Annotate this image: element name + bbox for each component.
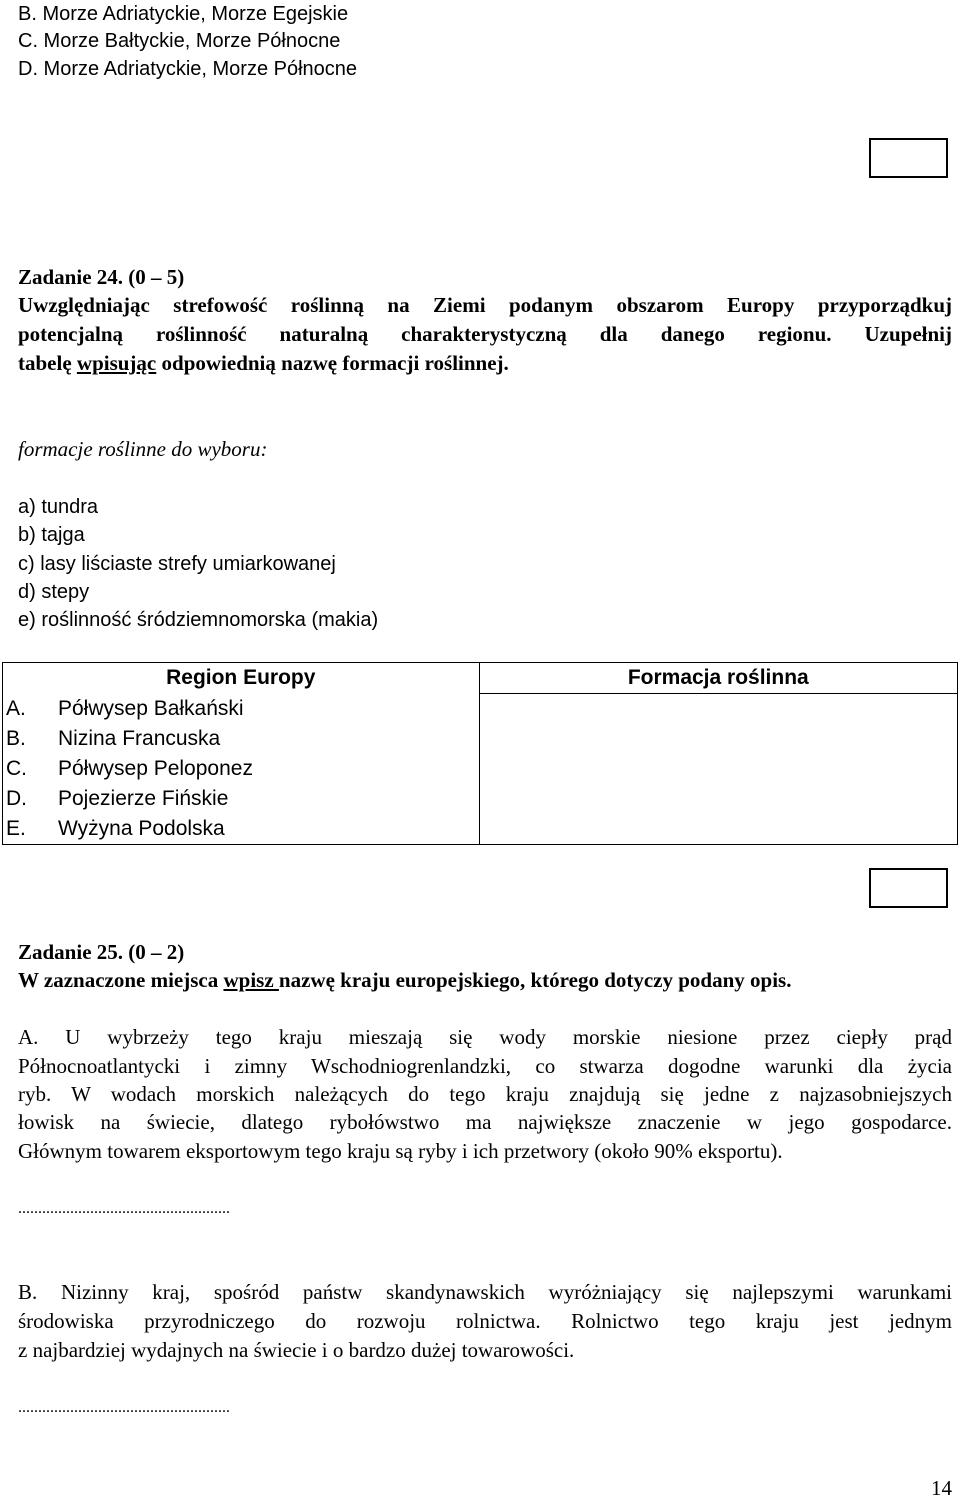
- option-makia: e) roślinność śródziemnomorska (makia): [18, 609, 379, 631]
- task25-b-line-2: środowiska przyrodniczego do rozwoju rolnictwa. Rolnictwo tego kraju jest jednym: [18, 1309, 952, 1333]
- region-table: [2, 662, 958, 845]
- formation-header: Formacja roślinna: [479, 663, 957, 694]
- task24-instruction-1: Uwzględniając strefowość roślinną na Ziemi podanym obszarom Europy przyporządkuj: [18, 293, 952, 317]
- page-number: 14: [931, 1476, 952, 1500]
- row-region: Wyżyna Podolska: [58, 816, 225, 840]
- task25-a-line-1: A. U wybrzeży tego kraju mieszają się wody morskie niesione przez ciepły prąd: [18, 1025, 952, 1049]
- row-letter: D.: [6, 786, 27, 810]
- option-c: C. Morze Bałtyckie, Morze Północne: [18, 30, 341, 52]
- option-tundra: a) tundra: [18, 496, 99, 518]
- row-letter: E.: [6, 816, 26, 840]
- row-region: Półwysep Bałkański: [58, 696, 244, 720]
- option-stepy: d) stepy: [18, 581, 90, 603]
- task25-a-line-4: łowisk na świecie, dlatego rybołówstwo ma największe znaczenie w jego gospodarce.: [18, 1110, 952, 1134]
- task25-b-line-3: z najbardziej wydajnych na świecie i o bardzo dużej towarowości.: [18, 1338, 575, 1362]
- task25-heading: Zadanie 25. (0 – 2): [18, 940, 185, 964]
- option-b: B. Morze Adriatyckie, Morze Egejskie: [18, 3, 349, 25]
- table-row: [3, 694, 479, 724]
- task24-instruction-2: potencjalną roślinność naturalną charakterystyczną dla danego regionu. Uzupełnij: [18, 322, 952, 346]
- task25-a-line-3: ryb. W wodach morskich należących do tego kraju znajdują się jedne z najzasobniejszych: [18, 1082, 952, 1106]
- task25-a-line-2: Północnoatlantycki i zimny Wschodniogrenlandzki, co stwarza dogodne warunki dla życia: [18, 1054, 952, 1078]
- row-letter: C.: [6, 756, 27, 780]
- row-region: Półwysep Peloponez: [58, 756, 253, 780]
- score-box-task23[interactable]: [869, 138, 948, 178]
- formation-answer-cell[interactable]: [479, 694, 957, 845]
- table-row: [3, 724, 479, 754]
- region-list: [3, 694, 480, 845]
- option-d: D. Morze Adriatyckie, Morze Północne: [18, 58, 358, 80]
- option-tajga: b) tajga: [18, 524, 85, 546]
- table-row: [3, 814, 479, 844]
- region-header: Region Europy: [3, 663, 480, 694]
- row-letter: B.: [6, 726, 26, 750]
- row-letter: A.: [6, 696, 26, 720]
- task24-instruction-3: tabelę wpisując odpowiednią nazwę formacji roślinnej.: [18, 351, 509, 375]
- task24-heading: Zadanie 24. (0 – 5): [18, 265, 185, 289]
- task25-instruction: W zaznaczone miejsca wpisz nazwę kraju europejskiego, którego dotyczy podany opis.: [18, 968, 792, 992]
- table-row: [3, 754, 479, 784]
- options-title: formacje roślinne do wyboru:: [18, 437, 268, 461]
- score-box-task24[interactable]: [869, 868, 948, 908]
- task25-a-line-5: Głównym towarem eksportowym tego kraju są ryby i ich przetwory (około 90% eksportu).: [18, 1139, 783, 1163]
- option-lasy: c) lasy liściaste strefy umiarkowanej: [18, 553, 336, 575]
- answer-field-b[interactable]: .....................................................: [18, 1399, 230, 1416]
- row-region: Nizina Francuska: [58, 726, 221, 750]
- task25-b-line-1: B. Nizinny kraj, spośród państw skandynawskich wyróżniający się najlepszymi warunkami: [18, 1280, 952, 1304]
- table-row: [3, 784, 479, 814]
- row-region: Pojezierze Fińskie: [58, 786, 229, 810]
- answer-field-a[interactable]: .....................................................: [18, 1200, 230, 1217]
